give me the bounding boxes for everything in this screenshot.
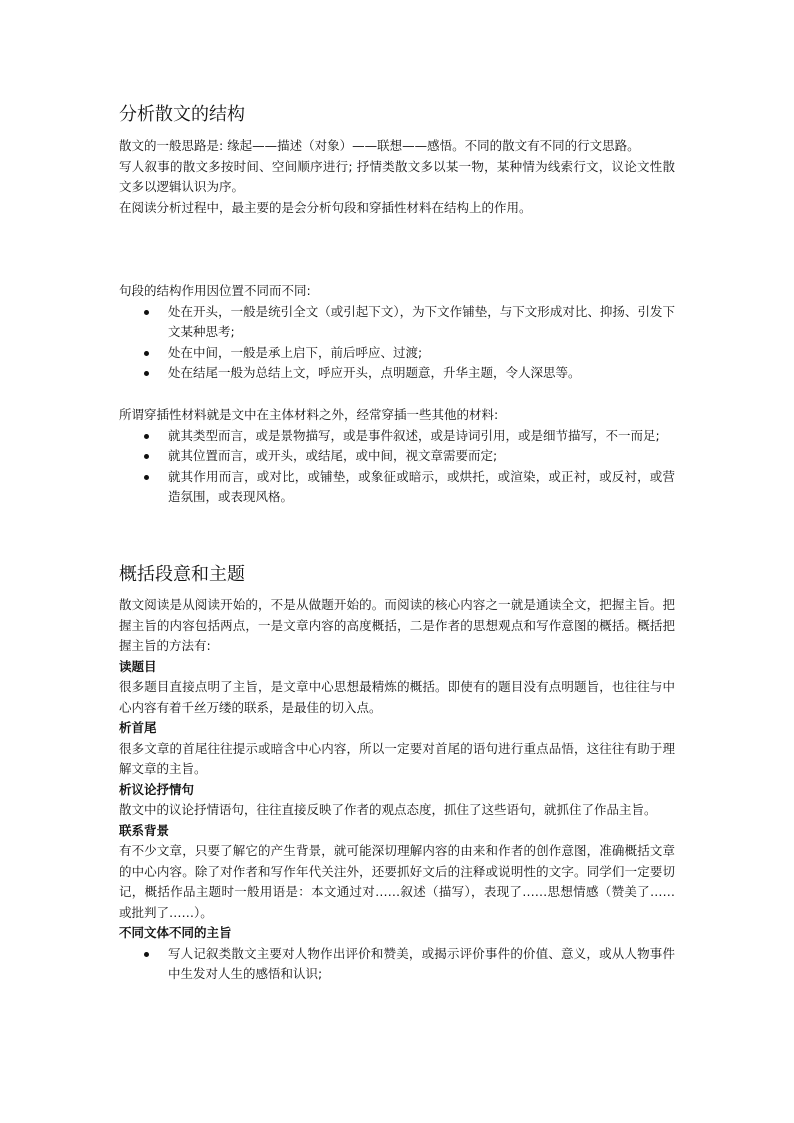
paragraph: 很多题目直接点明了主旨，是文章中心思想最精炼的概括。即使有的题目没有点明题旨，也往往与中心内容有着千丝万缕的联系，是最佳的切入点。 <box>119 679 675 715</box>
material-block <box>119 405 675 508</box>
paragraph: 写人叙事的散文多按时间、空间顺序进行; 抒情类散文多以某一物，某种情为线索行文，议论文性散文多以逻辑认识为序。 <box>119 158 675 194</box>
method-title: 析首尾 <box>119 720 157 735</box>
section-heading-theme: 概括段意和主题 <box>119 564 245 585</box>
list-item: 处在结尾一般为总结上文，呼应开头，点明题意，升华主题，令人深思等。 <box>119 363 675 384</box>
bullet-list <box>119 302 675 384</box>
method-title: 析议论抒情句 <box>119 781 195 797</box>
paragraph: 有不少文章，只要了解它的产生背景，就可能深切理解内容的由来和作者的创作意图，准确概括文章的中心内容。除了对作者和写作年代关注外，还要抓好文后的注释或说明性的文字。同学们一定要切记，概括作品主题时一般用语是：本文通过对……叙述（描写），表现了……思想情感（赞美了……或批判了……）。 <box>119 843 675 920</box>
paragraph: 散文的一般思路是: 缘起——描述（对象）——联想——感悟。不同的散文有不同的行文思路。 <box>119 138 640 153</box>
method-title: 联系背景 <box>119 822 170 838</box>
theme-block <box>119 595 675 985</box>
paragraph: 散文阅读是从阅读开始的，不是从做题开始的。而阅读的核心内容之一就是通读全文，把握主旨。把握主旨的内容包括两点，一是文章内容的高度概括，二是作者的思想观点和写作意图的概括。概括把握主旨的方法有: <box>119 597 675 653</box>
bullet-list <box>119 944 675 985</box>
list-item: 就其位置而言，或开头，或结尾，或中间，视文章需要而定; <box>119 446 675 467</box>
paragraph: 所谓穿插性材料就是文中在主体材料之外，经常穿插一些其他的材料: <box>119 407 499 422</box>
paragraph: 散文中的议论抒情语句，往往直接反映了作者的观点态度，抓住了这些语句，就抓住了作品主旨。 <box>119 802 657 817</box>
list-item: 处在中间，一般是承上启下，前后呼应、过渡; <box>119 343 675 364</box>
list-item: 处在开头，一般是统引全文（或引起下文），为下文作铺垫，与下文形成对比、抑扬、引发下文某种思考; <box>119 302 675 343</box>
paragraph: 句段的结构作用因位置不同而不同: <box>119 283 311 298</box>
list-item: 写人记叙类散文主要对人物作出评价和赞美，或揭示评价事件的价值、意义，或从人物事件中生发对人生的感悟和认识; <box>119 944 675 985</box>
list-item: 就其类型而言，或是景物描写，或是事件叙述，或是诗词引用，或是细节描写，不一而足; <box>119 426 675 447</box>
sentence-role-block <box>119 281 675 384</box>
structure-intro <box>119 136 675 218</box>
paragraph: 很多文章的首尾往往提示或暗含中心内容，所以一定要对首尾的语句进行重点品悟，这往往有助于理解文章的主旨。 <box>119 740 675 776</box>
section-heading-structure: 分析散文的结构 <box>119 104 245 125</box>
method-title: 读题目 <box>119 658 157 674</box>
list-item: 就其作用而言，或对比，或铺垫，或象征或暗示，或烘托，或渲染，或正衬，或反衬，或营造氛围，或表现风格。 <box>119 467 675 508</box>
paragraph: 在阅读分析过程中，最主要的是会分析句段和穿插性材料在结构上的作用。 <box>119 199 532 215</box>
genre-title: 不同文体不同的主旨 <box>119 925 232 940</box>
bullet-list <box>119 426 675 508</box>
